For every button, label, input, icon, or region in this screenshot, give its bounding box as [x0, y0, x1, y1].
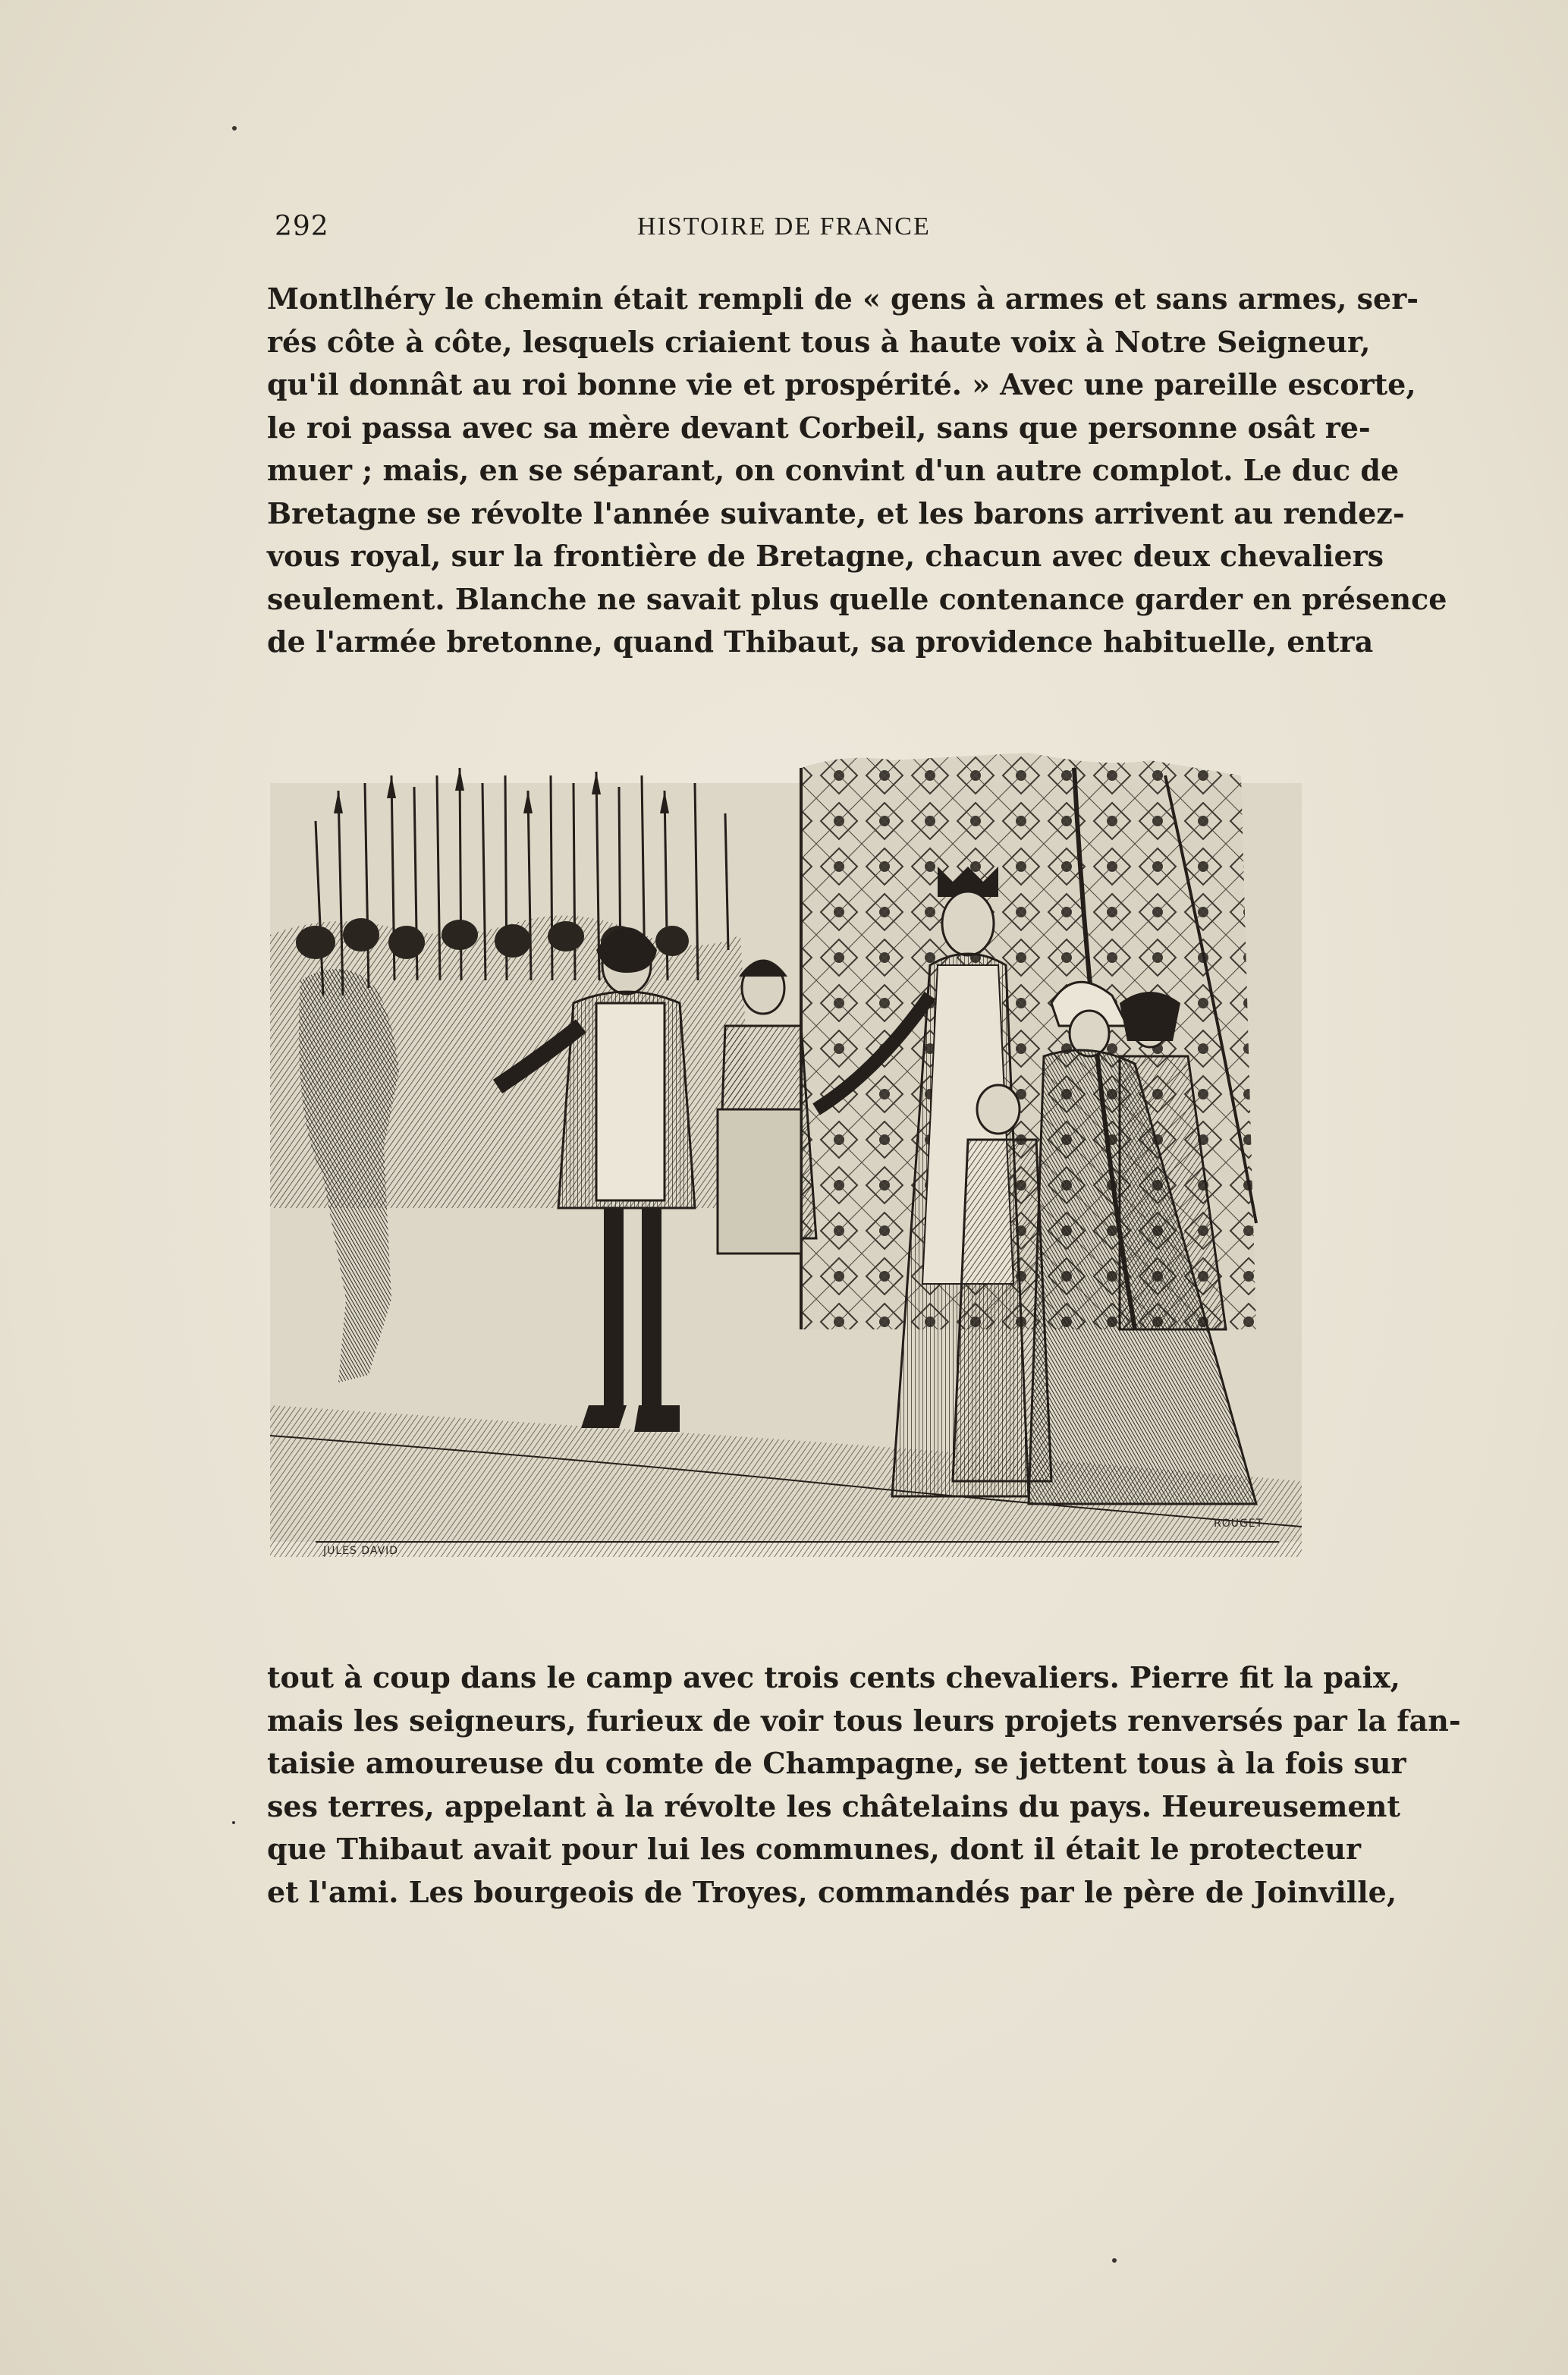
text-line: le roi passa avec sa mère devant Corbeil, sans que personne osât re-: [267, 410, 1371, 445]
engraving-illustration: [270, 753, 1302, 1571]
text-line: Montlhéry le chemin était rempli de « gens à armes et sans armes, ser-: [267, 282, 1419, 316]
paper-speck: [232, 1821, 235, 1824]
engraver-credit: JULES DAVID: [323, 1545, 399, 1557]
text-line: muer ; mais, en se séparant, on convint d'un autre complot. Le duc de: [267, 453, 1400, 487]
text-line: tout à coup dans le camp avec trois cents chevaliers. Pierre fit la paix,: [267, 1660, 1400, 1694]
artist-signature: ROUGET: [1214, 1518, 1264, 1530]
book-title: HISTOIRE DE FRANCE: [637, 212, 931, 241]
paper-speck: [1112, 2258, 1117, 2263]
text-line: et l'ami. Les bourgeois de Troyes, commandés par le père de Joinville,: [267, 1874, 1397, 1909]
paragraph-top: [267, 278, 1447, 664]
text-line: rés côte à côte, lesquels criaient tous à haute voix à Notre Seigneur,: [267, 324, 1371, 359]
text-line: seulement. Blanche ne savait plus quelle contenance garder en présence: [267, 581, 1447, 616]
paper-speck: [232, 126, 237, 131]
text-line: ses terres, appelant à la révolte les châtelains du pays. Heureusement: [267, 1788, 1400, 1823]
text-line: mais les seigneurs, furieux de voir tous leurs projets renversés par la fan-: [267, 1703, 1461, 1738]
text-line: que Thibaut avait pour lui les communes, dont il était le protecteur: [267, 1832, 1362, 1866]
text-line: vous royal, sur la frontière de Bretagne, chacun avec deux chevaliers: [267, 539, 1384, 573]
paragraph-bottom: [267, 1656, 1461, 1914]
text-line: qu'il donnât au roi bonne vie et prospérité. » Avec une pareille escorte,: [267, 367, 1416, 401]
page-number: 292: [275, 211, 329, 242]
text-line: taisie amoureuse du comte de Champagne, se jettent tous à la fois sur: [267, 1746, 1406, 1780]
text-line: de l'armée bretonne, quand Thibaut, sa providence habituelle, entra: [267, 624, 1374, 659]
running-head: [275, 211, 1329, 253]
text-line: Bretagne se révolte l'année suivante, et les barons arrivent au rendez-: [267, 495, 1405, 530]
